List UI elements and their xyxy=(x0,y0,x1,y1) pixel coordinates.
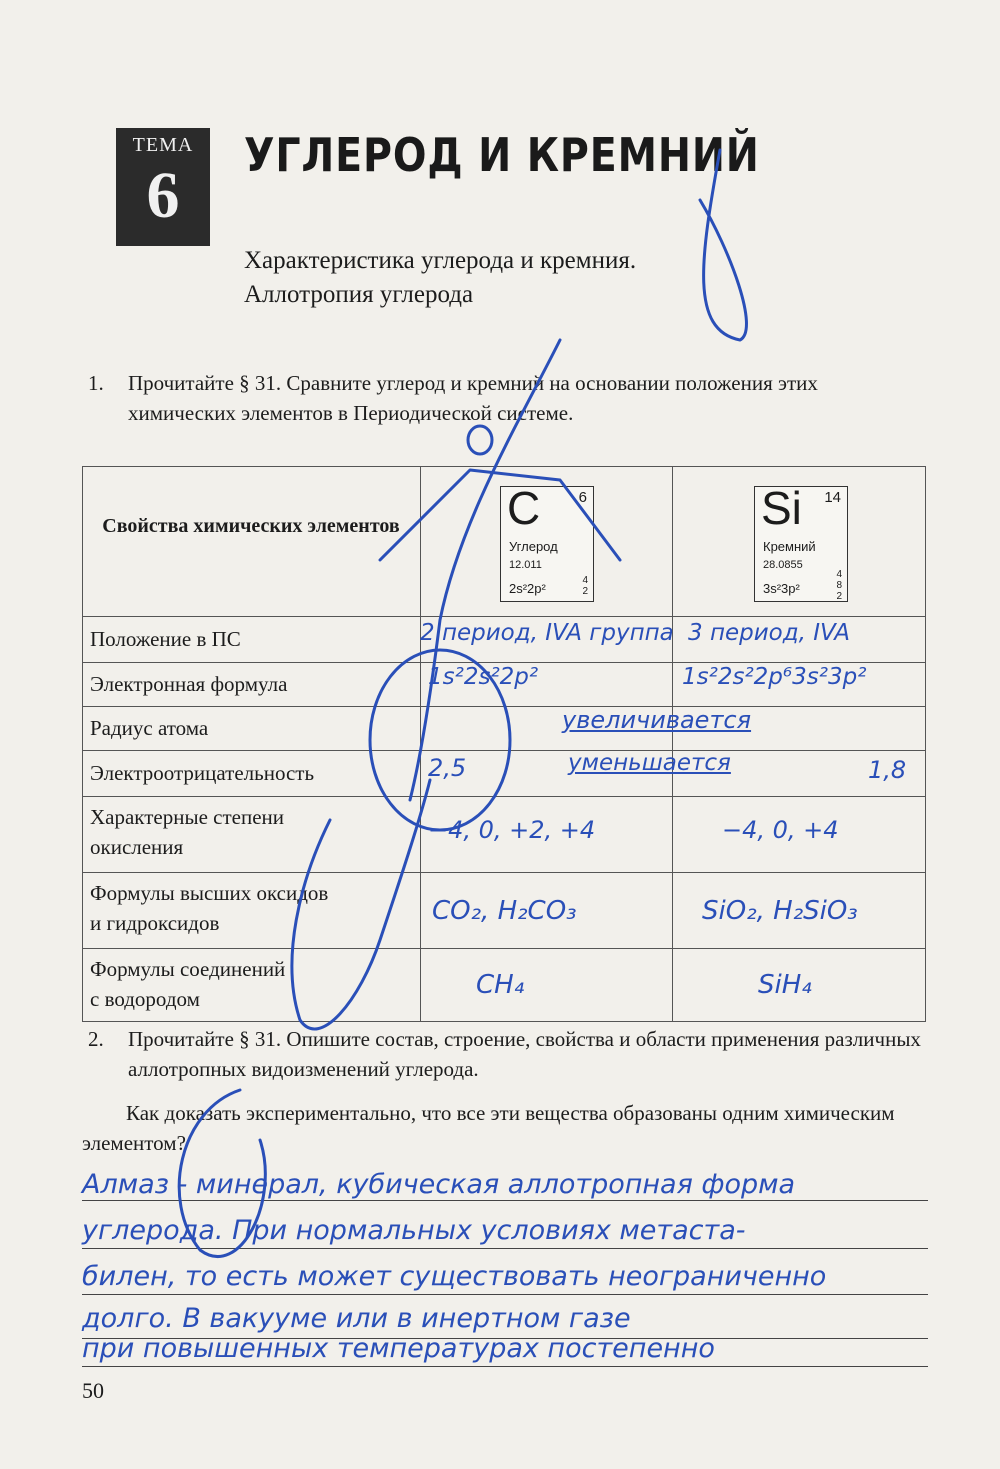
hw-answer-line-2: углерода. При нормальных условиях метаста- xyxy=(82,1215,746,1246)
hw-carbon-oxides: CO₂, H₂CO₃ xyxy=(432,896,577,926)
subtitle-line-2: Аллотропия углерода xyxy=(244,281,474,308)
carbon-symbol: C xyxy=(507,482,541,534)
topic-label: ТЕМА xyxy=(132,134,194,156)
row-label-hydrogen-line-2: с водородом xyxy=(90,987,200,1011)
task-1-text: Прочитайте § 31. Сравните углерод и кремний на основании положения этих химических элементов в Периодической системе. xyxy=(128,371,818,425)
row-label-radius: Радиус атома xyxy=(90,716,209,740)
hw-answer-line-1: Алмаз - минерал, кубическая аллотропная форма xyxy=(82,1169,796,1200)
page-number: 50 xyxy=(82,1378,104,1403)
task-2-number: 2. xyxy=(88,1027,104,1051)
scribble-lower-stroke xyxy=(292,780,430,1029)
row-label-oxidation-line-2: окисления xyxy=(90,835,184,859)
scribble-small-circle xyxy=(468,426,492,454)
task-2-text: Прочитайте § 31. Опишите состав, строение, свойства и области применения различных аллотропных видоизменений углерода. xyxy=(128,1027,921,1081)
hw-silicon-oxidation-states: −4, 0, +4 xyxy=(722,816,839,844)
hw-carbon-electron-formula: 1s²2s²2p² xyxy=(428,664,539,690)
row-label-oxidation-line-1: Характерные степени xyxy=(90,805,285,829)
task-2-question: Как доказать экспериментально, что все эти вещества образованы одним химическим элементом? xyxy=(82,1101,895,1155)
row-label-oxides-line-2: и гидроксидов xyxy=(90,911,220,935)
row-label-electronegativity: Электроотрицательность xyxy=(90,761,315,785)
silicon-shell-1: 4 xyxy=(836,569,842,580)
hw-silicon-oxides: SiO₂, H₂SiO₃ xyxy=(702,896,858,926)
silicon-name: Кремний xyxy=(763,539,816,554)
silicon-mass: 28.0855 xyxy=(763,559,803,571)
hw-answer-line-3: билен, то есть может существовать неограниченно xyxy=(82,1261,827,1292)
hw-radius-trend: увеличивается xyxy=(562,706,752,734)
row-label-electron-formula: Электронная формула xyxy=(90,672,288,696)
scribble-hook xyxy=(700,150,746,340)
row-label-oxides-line-1: Формулы высших оксидов xyxy=(90,881,329,905)
hw-silicon-hydride: SiH₄ xyxy=(758,970,812,1000)
task-1-number: 1. xyxy=(88,371,104,395)
hw-carbon-position: 2 период, IVA группа xyxy=(420,620,674,646)
silicon-shell-2: 8 xyxy=(836,580,842,591)
carbon-name: Углерод xyxy=(509,539,558,554)
hw-carbon-electronegativity: 2,5 xyxy=(428,754,467,782)
scribble-large-loop xyxy=(370,650,510,830)
carbon-atomic-number: 6 xyxy=(578,489,587,506)
carbon-shell-1: 4 xyxy=(582,575,588,586)
silicon-symbol: Si xyxy=(761,482,802,534)
row-label-hydrogen-line-1: Формулы соединений xyxy=(90,957,286,981)
row-label-position: Положение в ПС xyxy=(90,627,241,651)
hw-answer-line-4: долго. В вакууме или в инертном газе xyxy=(82,1303,631,1334)
hw-carbon-oxidation-states: −4, 0, +2, +4 xyxy=(428,816,596,844)
properties-header: Свойства химических элементов xyxy=(102,515,400,537)
subtitle-line-1: Характеристика углерода и кремния. xyxy=(244,247,637,274)
scribble-zigzag xyxy=(380,470,620,560)
hw-electronegativity-trend: уменьшается xyxy=(568,750,731,776)
hw-silicon-position: 3 период, IVA xyxy=(688,620,850,646)
silicon-configuration: 3s²3p² xyxy=(763,581,800,596)
scribble-bottom-loop xyxy=(179,1090,265,1257)
hw-silicon-electron-formula: 1s²2s²2p⁶3s²3p² xyxy=(682,664,867,690)
scribble-long-stroke xyxy=(410,340,560,800)
carbon-configuration: 2s²2p² xyxy=(509,581,546,596)
silicon-shell-3: 2 xyxy=(836,591,842,602)
silicon-atomic-number: 14 xyxy=(824,489,841,506)
page-title: УГЛЕРОД И КРЕМНИЙ xyxy=(244,128,760,182)
hw-carbon-hydride: CH₄ xyxy=(476,970,525,1000)
carbon-shell-2: 2 xyxy=(582,586,588,597)
topic-number: 6 xyxy=(146,159,180,232)
carbon-mass: 12.011 xyxy=(509,559,542,571)
hw-answer-line-5: при повышенных температурах постепенно xyxy=(82,1333,715,1364)
hw-silicon-electronegativity: 1,8 xyxy=(868,756,907,784)
